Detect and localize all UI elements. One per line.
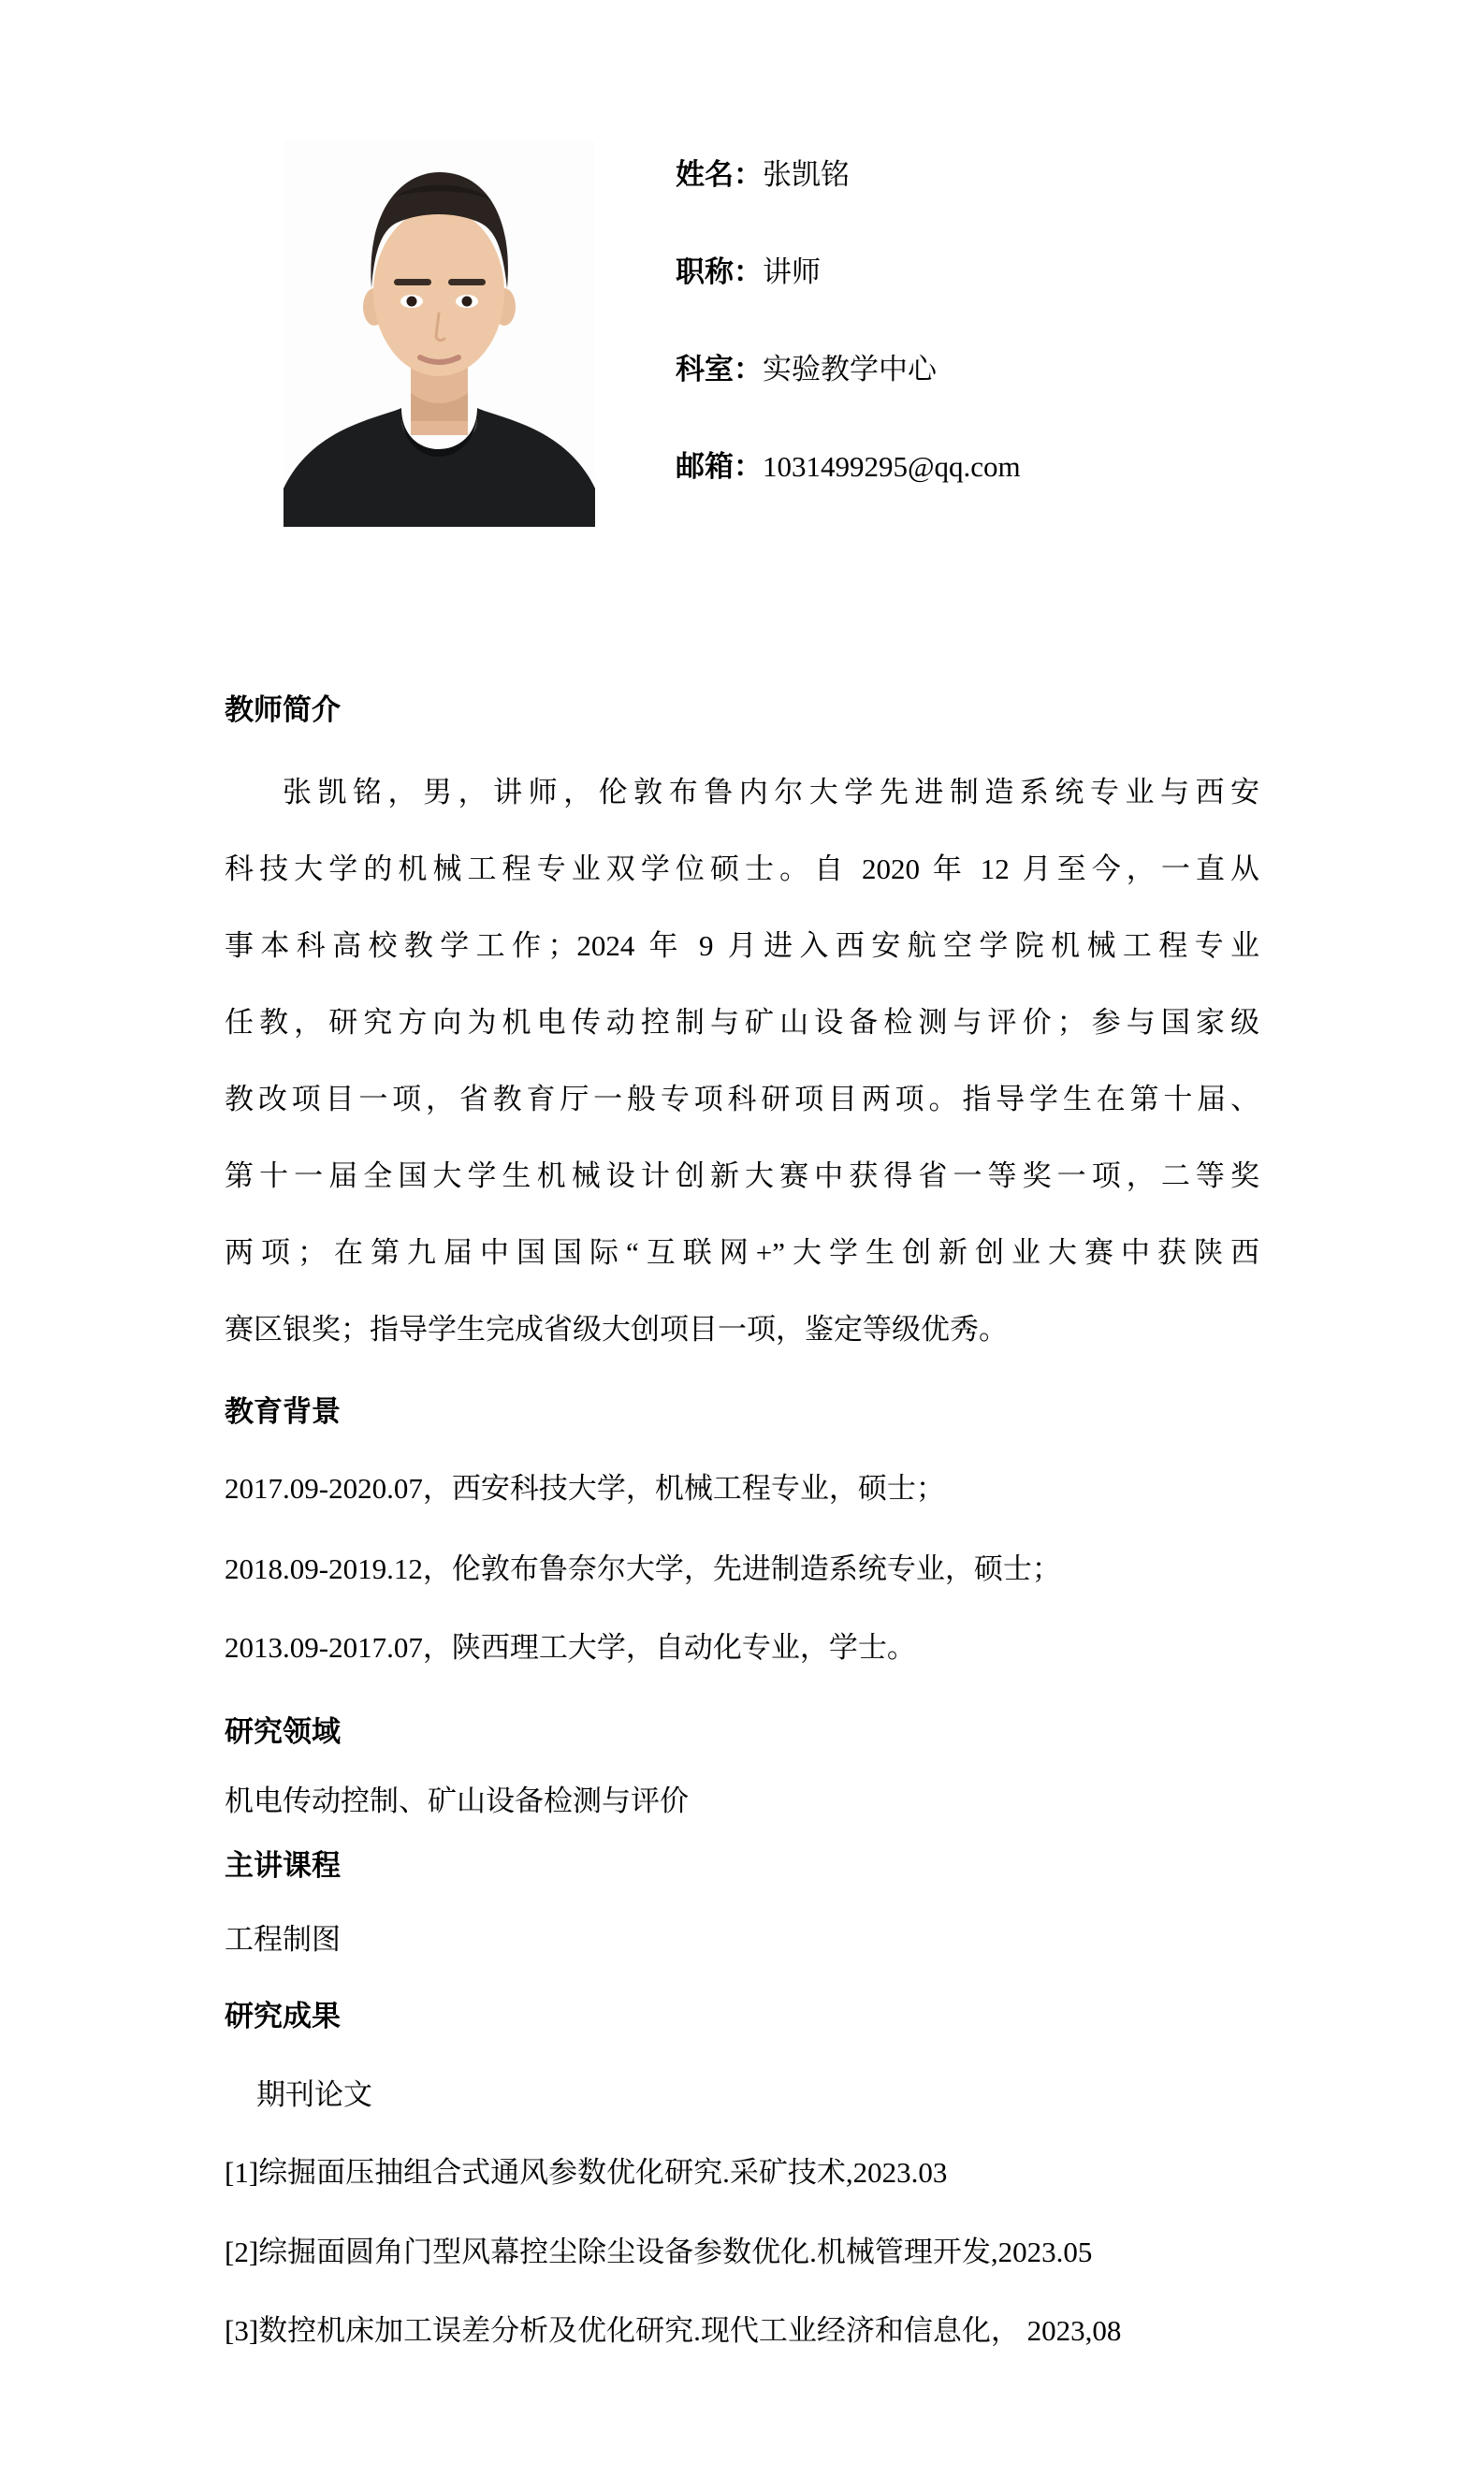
courses-content: 工程制图 bbox=[225, 1923, 341, 1956]
paper-item: [2]综掘面圆角门型风幕控尘除尘设备参数优化.机械管理开发,2023.05 bbox=[225, 2236, 1093, 2268]
title-label: 职称： bbox=[676, 255, 763, 288]
profile-photo bbox=[284, 140, 595, 527]
email-label: 邮箱： bbox=[676, 450, 763, 483]
intro-line: 教改项目一项，省教育厅一般专项科研项目两项。指导学生在第十届、 bbox=[225, 1083, 1259, 1115]
intro-line: 事本科高校教学工作；2024 年 9 月进入西安航空学院机械工程专业 bbox=[225, 929, 1259, 962]
section-heading-courses: 主讲课程 bbox=[225, 1849, 341, 1882]
field-row-department bbox=[676, 352, 937, 387]
email-value: 1031499295@qq.com bbox=[763, 450, 1021, 483]
intro-line: 任教，研究方向为机电传动控制与矿山设备检测与评价；参与国家级 bbox=[225, 1006, 1259, 1039]
department-value: 实验教学中心 bbox=[763, 353, 937, 386]
name-label: 姓名： bbox=[676, 158, 763, 191]
intro-paragraph bbox=[225, 754, 1259, 1368]
research-area-content: 机电传动控制、矿山设备检测与评价 bbox=[225, 1784, 689, 1817]
section-heading-education: 教育背景 bbox=[225, 1395, 341, 1428]
id-photo-image bbox=[284, 140, 595, 527]
intro-line: 两项；在第九届中国国际“互联网+”大学生创新创业大赛中获陕西 bbox=[225, 1236, 1259, 1269]
education-item: 2017.09-2020.07，西安科技大学，机械工程专业，硕士； bbox=[225, 1472, 945, 1505]
intro-line: 张凯铭，男，讲师，伦敦布鲁内尔大学先进制造系统专业与西安 bbox=[283, 776, 1259, 808]
journal-papers-subheading: 期刊论文 bbox=[256, 2078, 372, 2111]
department-label: 科室： bbox=[676, 353, 763, 386]
section-heading-achievements: 研究成果 bbox=[225, 2000, 341, 2032]
education-item: 2013.09-2017.07，陕西理工大学，自动化专业，学士。 bbox=[225, 1631, 916, 1664]
title-value: 讲师 bbox=[763, 255, 821, 288]
paper-item: [1]综掘面压抽组合式通风参数优化研究.采矿技术,2023.03 bbox=[225, 2156, 948, 2189]
intro-line: 第十一届全国大学生机械设计创新大赛中获得省一等奖一项，二等奖 bbox=[225, 1159, 1259, 1192]
section-heading-research-area: 研究领域 bbox=[225, 1715, 341, 1748]
field-row-title bbox=[676, 255, 821, 290]
intro-line: 科技大学的机械工程专业双学位硕士。自 2020 年 12 月至今，一直从 bbox=[225, 852, 1259, 885]
intro-line: 赛区银奖；指导学生完成省级大创项目一项，鉴定等级优秀。 bbox=[225, 1313, 1008, 1346]
field-row-name bbox=[676, 157, 850, 193]
section-heading-intro: 教师简介 bbox=[225, 693, 341, 726]
paper-item: [3]数控机床加工误差分析及优化研究.现代工业经济和信息化， 2023,08 bbox=[225, 2314, 1122, 2347]
education-item: 2018.09-2019.12，伦敦布鲁奈尔大学，先进制造系统专业，硕士； bbox=[225, 1552, 1061, 1585]
field-row-email bbox=[676, 449, 1021, 485]
name-value: 张凯铭 bbox=[763, 158, 850, 191]
